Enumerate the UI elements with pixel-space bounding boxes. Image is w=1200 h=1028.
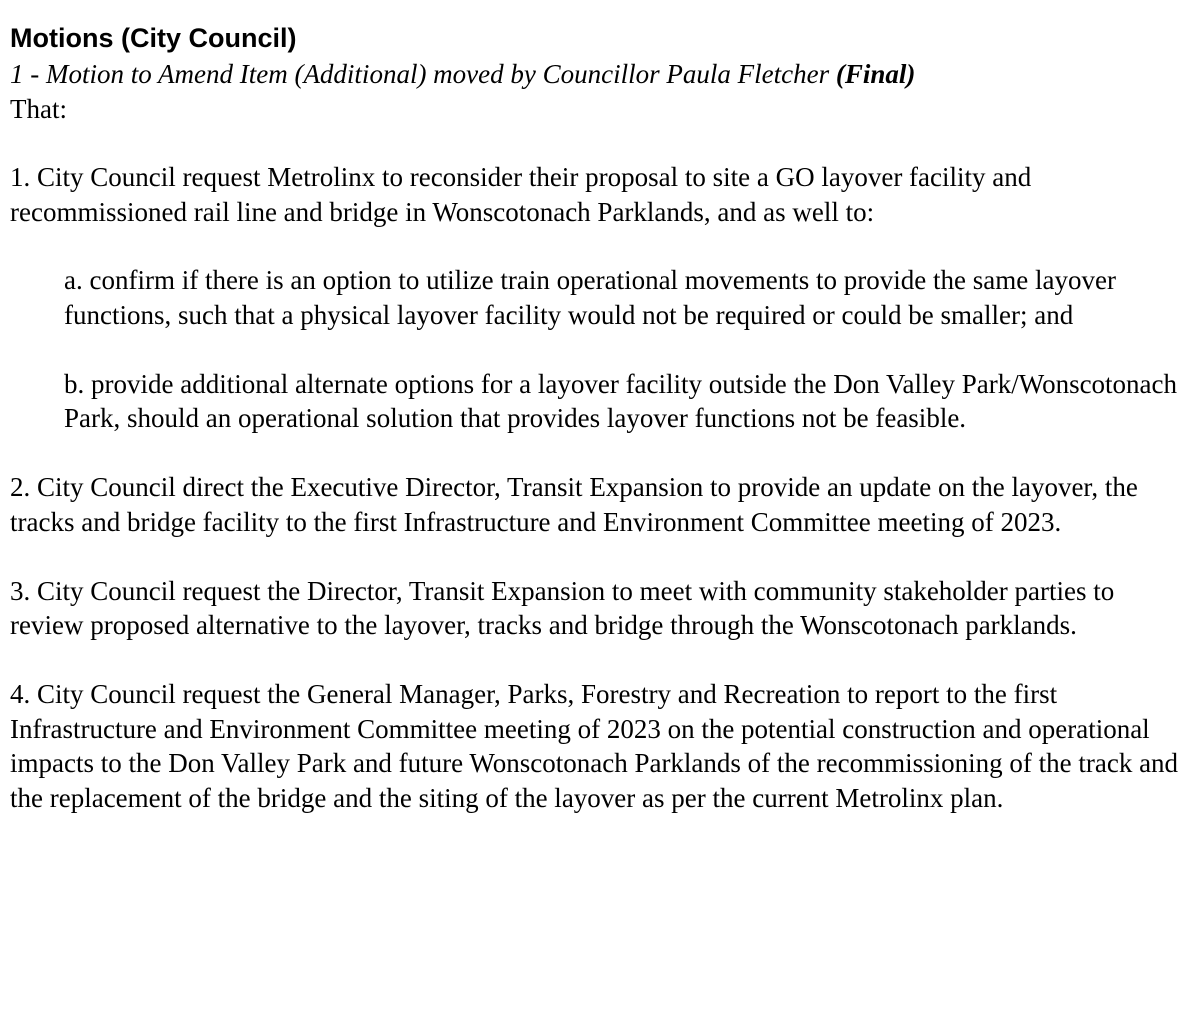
motion-subitem-a: a. confirm if there is an option to utilize train operational movements to provide the same layover functions, such that a physical layover facility would not be required or could be smaller; and [64, 265, 1116, 330]
page-title: Motions (City Council) [10, 23, 297, 53]
motion-item-4: 4. City Council request the General Manager, Parks, Forestry and Recreation to report to the first Infrastructure and Environment Committee meeting of 2023 on the potential construction and operational impacts to the Don Valley Park and future Wonscotonach Parklands of the recommissioning of the track and the replacement of the bridge and the siting of the layover as per the current Metrolinx plan. [10, 679, 1179, 813]
motion-item-3: 3. City Council request the Director, Transit Expansion to meet with community stakeholder parties to review proposed alternative to the layover, tracks and bridge through the Wonscotonach parklands. [10, 575, 1115, 640]
intro-text: That: [10, 94, 67, 124]
motion-status: (Final) [835, 59, 916, 89]
motion-title [10, 56, 1190, 92]
motion-subitem-b: b. provide additional alternate options for a layover facility outside the Don Valley Park/Wonscotonach Park, should an operational solution that provides layover functions not be feasible. [64, 368, 1178, 433]
motion-item-2: 2. City Council direct the Executive Director, Transit Expansion to provide an update on the layover, the tracks and bridge facility to the first Infrastructure and Environment Committee meeting of 2023. [10, 472, 1138, 537]
motion-title-text: 1 - Motion to Amend Item (Additional) moved by Councillor Paula Fletcher [10, 59, 830, 89]
motion-item-1: 1. City Council request Metrolinx to reconsider their proposal to site a GO layover facility and recommissioned rail line and bridge in Wonscotonach Parklands, and as well to: [10, 162, 1032, 227]
